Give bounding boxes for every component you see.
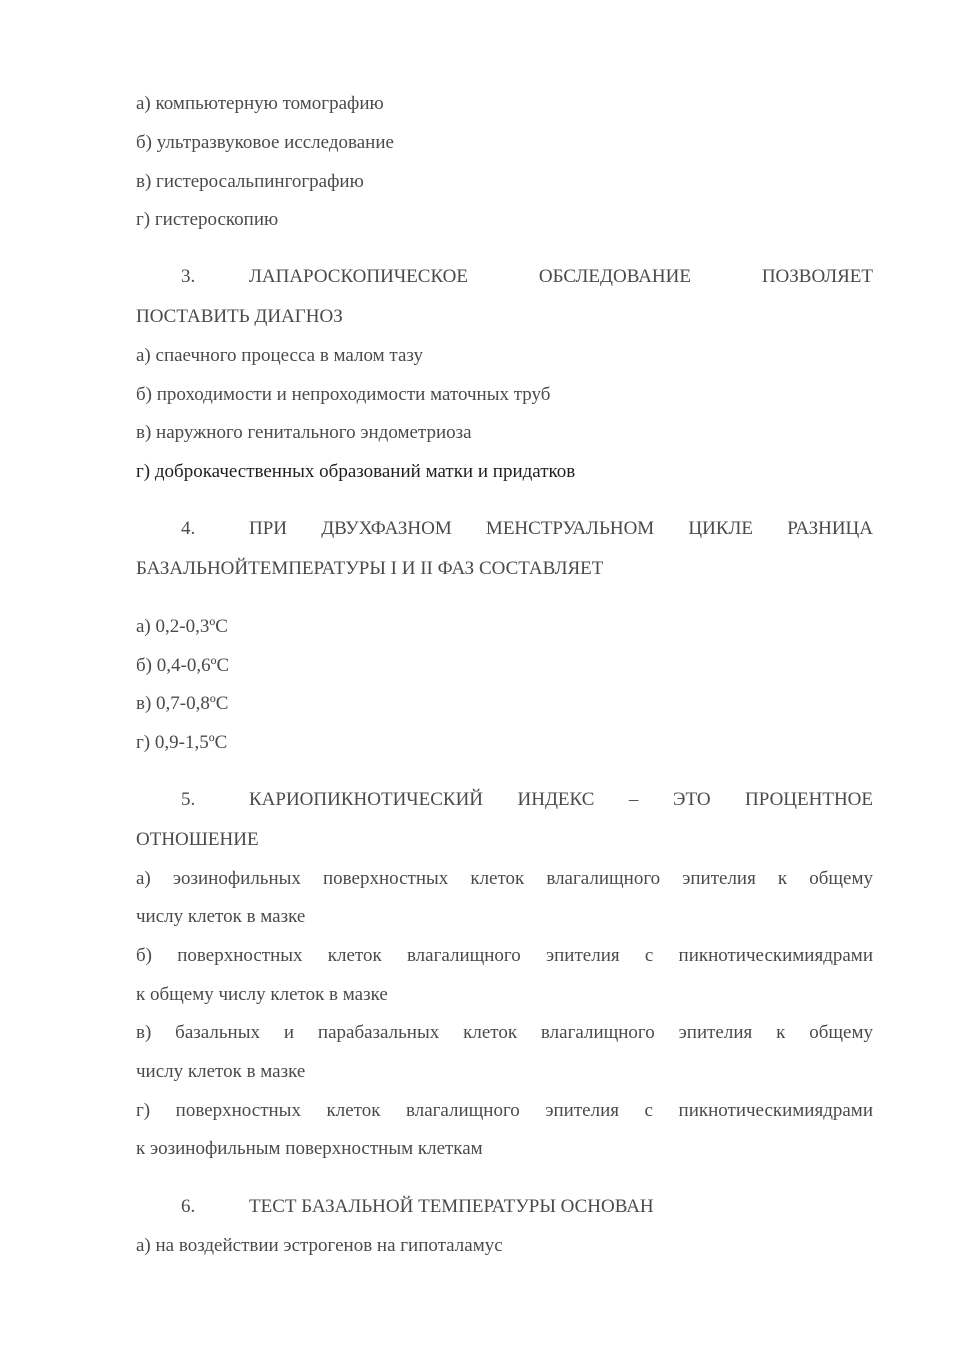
- question-number: 6.: [181, 1196, 196, 1217]
- question-text: ЛАПАРОСКОПИЧЕСКОЕ ОБСЛЕДОВАНИЕ ПОЗВОЛЯЕТ: [249, 266, 873, 287]
- answer-option-continued: к эозинофильным поверхностным клеткам: [136, 1138, 483, 1159]
- answer-option: б) проходимости и непроходимости маточных труб: [136, 384, 551, 405]
- answer-option: а) 0,2-0,3ºС: [136, 616, 228, 637]
- answer-option: г) доброкачественных образований матки и придатков: [136, 461, 576, 482]
- answer-option: г) 0,9-1,5ºС: [136, 732, 228, 753]
- answer-option: г) гистероскопию: [136, 209, 279, 230]
- answer-option-continued: числу клеток в мазке: [136, 906, 306, 927]
- answer-option: а) компьютерную томографию: [136, 93, 384, 114]
- answer-option: б) поверхностных клеток влагалищного эпителия с пикнотическимиядрами: [136, 945, 873, 966]
- answer-option: б) ультразвуковое исследование: [136, 132, 394, 153]
- question-text: ПРИ ДВУХФАЗНОМ МЕНСТРУАЛЬНОМ ЦИКЛЕ РАЗНИЦА: [249, 518, 873, 539]
- answer-option: а) на воздействии эстрогенов на гипоталамус: [136, 1235, 503, 1256]
- question-number: 4.: [181, 518, 196, 539]
- question-text-continued: ОТНОШЕНИЕ: [136, 829, 259, 850]
- question-heading: [136, 788, 873, 812]
- question-text-continued: ПОСТАВИТЬ ДИАГНОЗ: [136, 306, 343, 327]
- answer-option: а) спаечного процесса в малом тазу: [136, 345, 424, 366]
- question-text-continued: БАЗАЛЬНОЙТЕМПЕРАТУРЫ I И II ФАЗ СОСТАВЛЯЕТ: [136, 558, 604, 579]
- question-text: КАРИОПИКНОТИЧЕСКИЙ ИНДЕКС – ЭТО ПРОЦЕНТНОЕ: [249, 789, 873, 810]
- question-text: ТЕСТ БАЗАЛЬНОЙ ТЕМПЕРАТУРЫ ОСНОВАН: [249, 1196, 654, 1217]
- answer-option: г) поверхностных клеток влагалищного эпителия с пикнотическимиядрами: [136, 1100, 873, 1121]
- question-heading: [136, 1195, 873, 1219]
- answer-option: в) 0,7-0,8ºС: [136, 693, 229, 714]
- question-heading: [136, 265, 873, 289]
- answer-option: в) гистеросальпингографию: [136, 171, 364, 192]
- answer-option: в) базальных и парабазальных клеток влагалищного эпителия к общему: [136, 1022, 873, 1043]
- answer-option-continued: числу клеток в мазке: [136, 1061, 306, 1082]
- question-heading: [136, 517, 873, 541]
- answer-option-continued: к общему числу клеток в мазке: [136, 984, 388, 1005]
- answer-option: а) эозинофильных поверхностных клеток влагалищного эпителия к общему: [136, 868, 873, 889]
- answer-option: в) наружного генитального эндометриоза: [136, 422, 472, 443]
- answer-option: б) 0,4-0,6ºС: [136, 655, 230, 676]
- question-number: 5.: [181, 789, 196, 810]
- question-number: 3.: [181, 266, 196, 287]
